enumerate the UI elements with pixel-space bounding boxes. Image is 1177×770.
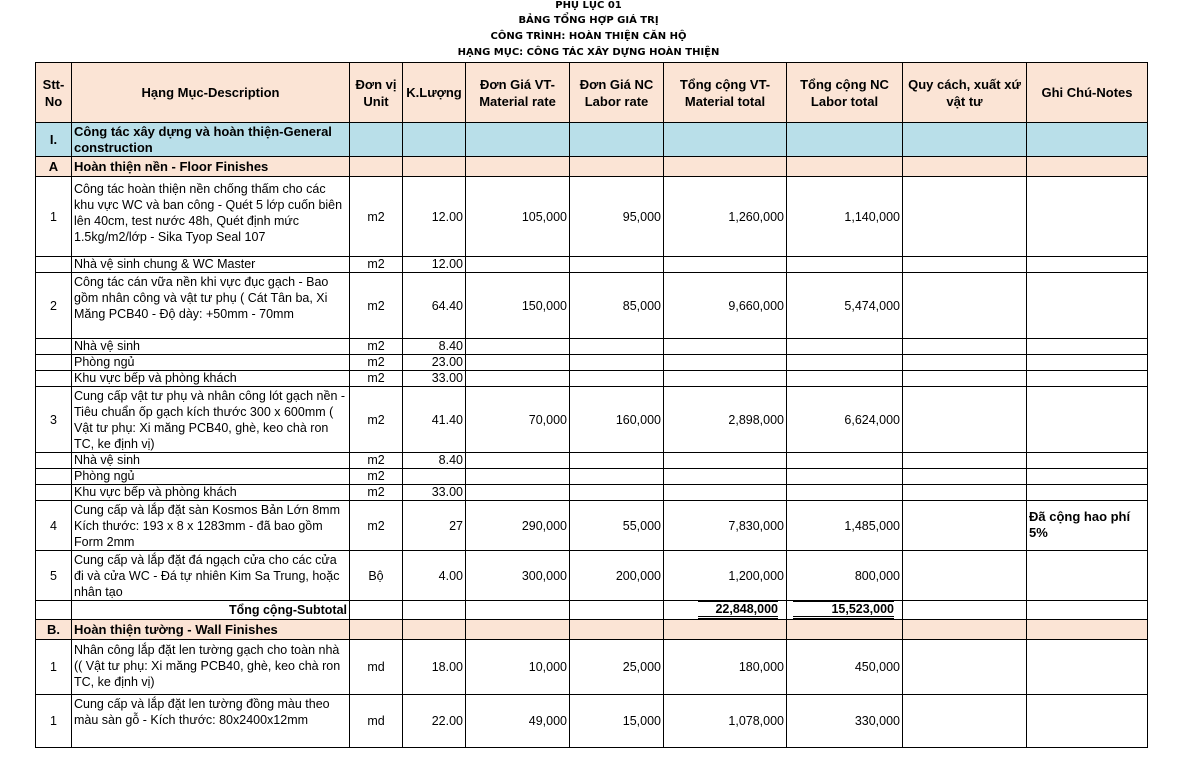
row-description: Nhà vệ sinh chung & WC Master: [72, 257, 350, 273]
row-unit: m2: [350, 485, 403, 501]
row-number: 3: [36, 387, 72, 453]
row-note: Đã cộng hao phí 5%: [1027, 501, 1148, 551]
row-unit: m2: [350, 257, 403, 273]
row-unit: m2: [350, 387, 403, 453]
row-number: 5: [36, 551, 72, 601]
cost-summary-table: [35, 62, 1148, 748]
row-description: Công tác hoàn thiện nền chống thấm cho các khu vực WC và ban công - Quét 5 lớp cuốn biên lên 40cm, test nước 48h, Quét định mức 1.5kg/m2/lớp - Sika Tyop Seal 107: [72, 177, 350, 257]
row-unit: md: [350, 695, 403, 748]
section-row-wall: [36, 620, 1148, 640]
row-description: Cung cấp vật tư phụ và nhân công lót gạch nền - Tiêu chuẩn ốp gạch kích thước 300 x 600mm ( Vật tư phụ: Xi măng PCB40, ghè, keo chà ron TC, ke định vị): [72, 387, 350, 453]
row-description: Cung cấp và lắp đặt len tường đồng màu theo màu sàn gỗ - Kích thước: 80x2400x12mm: [72, 695, 350, 748]
table-row: [36, 387, 1148, 453]
table-row: [36, 453, 1148, 469]
row-labor-rate: 55,000: [570, 501, 664, 551]
row-description: Cung cấp và lắp đặt sàn Kosmos Bản Lớn 8mm Kích thước: 193 x 8 x 1283mm - đã bao gồm Form 2mm: [72, 501, 350, 551]
row-material-total: 1,260,000: [664, 177, 787, 257]
table-row: [36, 371, 1148, 387]
table-row: [36, 273, 1148, 339]
row-number: 1: [36, 177, 72, 257]
row-quantity: 23.00: [403, 355, 466, 371]
col-header-stt: Stt-No: [36, 63, 72, 123]
row-labor-rate: 200,000: [570, 551, 664, 601]
col-header-material-total: Tổng cộng VT-Material total: [664, 63, 787, 123]
row-unit: md: [350, 640, 403, 695]
appendix-label: PHỤ LỤC 01: [555, 0, 622, 11]
row-quantity: 12.00: [403, 177, 466, 257]
row-material-total: 1,200,000: [664, 551, 787, 601]
row-material-rate: 49,000: [466, 695, 570, 748]
col-header-description: Hạng Mục-Description: [72, 63, 350, 123]
row-unit: m2: [350, 273, 403, 339]
subtotal-row: [36, 601, 1148, 620]
row-labor-rate: 85,000: [570, 273, 664, 339]
summary-title: BẢNG TỔNG HỢP GIÁ TRỊ: [518, 15, 659, 26]
row-unit: m2: [350, 453, 403, 469]
table-row: [36, 695, 1148, 748]
col-header-quantity: K.Lượng: [403, 63, 466, 123]
row-unit: Bộ: [350, 551, 403, 601]
section-title: Công tác xây dựng và hoàn thiện-General construction: [72, 123, 350, 157]
row-labor-total: 6,624,000: [787, 387, 903, 453]
table-row: [36, 501, 1148, 551]
row-description: Khu vực bếp và phòng khách: [72, 371, 350, 387]
row-quantity: 22.00: [403, 695, 466, 748]
row-description: Cung cấp và lắp đặt đá ngạch cửa cho các cửa đi và cửa WC - Đá tự nhiên Kim Sa Trung, hoặc nhân tạo: [72, 551, 350, 601]
section-row-floor: [36, 157, 1148, 177]
section-row-general: [36, 123, 1148, 157]
row-description: Nhà vệ sinh: [72, 339, 350, 355]
section-title: Hoàn thiện tường - Wall Finishes: [72, 620, 350, 640]
row-material-rate: 290,000: [466, 501, 570, 551]
col-header-material-rate: Đơn Giá VT-Material rate: [466, 63, 570, 123]
col-header-unit: Đơn vị Unit: [350, 63, 403, 123]
col-header-labor-total: Tổng cộng NC Labor total: [787, 63, 903, 123]
col-header-spec: Quy cách, xuất xứ vật tư: [903, 63, 1027, 123]
section-number: A: [36, 157, 72, 177]
row-description: Nhà vệ sinh: [72, 453, 350, 469]
row-labor-total: 330,000: [787, 695, 903, 748]
subtotal-label: Tổng cộng-Subtotal: [72, 601, 350, 620]
row-labor-rate: 25,000: [570, 640, 664, 695]
row-material-total: 180,000: [664, 640, 787, 695]
row-labor-total: 800,000: [787, 551, 903, 601]
section-number: I.: [36, 123, 72, 157]
row-quantity: 33.00: [403, 371, 466, 387]
row-labor-rate: 95,000: [570, 177, 664, 257]
project-name: CÔNG TRÌNH: HOÀN THIỆN CĂN HỘ: [490, 31, 687, 42]
row-quantity: [403, 469, 466, 485]
row-material-rate: 150,000: [466, 273, 570, 339]
row-material-total: 2,898,000: [664, 387, 787, 453]
table-header-row: [36, 63, 1148, 123]
row-labor-rate: 15,000: [570, 695, 664, 748]
subtotal-material-total: 22,848,000: [698, 601, 778, 619]
row-labor-total: 450,000: [787, 640, 903, 695]
table-row: [36, 339, 1148, 355]
row-labor-rate: 160,000: [570, 387, 664, 453]
row-quantity: 8.40: [403, 339, 466, 355]
row-description: Khu vực bếp và phòng khách: [72, 485, 350, 501]
row-quantity: 33.00: [403, 485, 466, 501]
row-unit: m2: [350, 371, 403, 387]
section-number: B.: [36, 620, 72, 640]
section-title: Hoàn thiện nền - Floor Finishes: [72, 157, 350, 177]
row-material-rate: 10,000: [466, 640, 570, 695]
row-description: Nhân công lắp đặt len tường gạch cho toàn nhà (( Vật tư phụ: Xi măng PCB40, ghè, keo chà ron TC, ke định vị): [72, 640, 350, 695]
row-material-total: 7,830,000: [664, 501, 787, 551]
row-material-total: 9,660,000: [664, 273, 787, 339]
table-row: [36, 640, 1148, 695]
row-number: 1: [36, 695, 72, 748]
row-material-rate: 300,000: [466, 551, 570, 601]
row-description: Công tác cán vữa nền khi vực đục gạch - Bao gồm nhân công và vật tư phụ ( Cát Tân ba, Xi Măng PCB40 - Độ dày: +50mm - 70mm: [72, 273, 350, 339]
col-header-labor-rate: Đơn Giá NC Labor rate: [570, 63, 664, 123]
row-material-total: 1,078,000: [664, 695, 787, 748]
row-unit: m2: [350, 355, 403, 371]
row-quantity: 64.40: [403, 273, 466, 339]
row-number: 2: [36, 273, 72, 339]
table-row: [36, 469, 1148, 485]
table-row: [36, 485, 1148, 501]
row-labor-total: 1,485,000: [787, 501, 903, 551]
row-unit: m2: [350, 339, 403, 355]
row-unit: m2: [350, 177, 403, 257]
row-quantity: 18.00: [403, 640, 466, 695]
row-labor-total: 5,474,000: [787, 273, 903, 339]
row-unit: m2: [350, 469, 403, 485]
subtotal-labor-total: 15,523,000: [793, 601, 894, 619]
row-quantity: 4.00: [403, 551, 466, 601]
row-description: Phòng ngủ: [72, 469, 350, 485]
table-row: [36, 551, 1148, 601]
table-row: [36, 355, 1148, 371]
work-item-name: HẠNG MỤC: CÔNG TÁC XÂY DỰNG HOÀN THIỆN: [457, 47, 720, 58]
row-number: 1: [36, 640, 72, 695]
row-number: 4: [36, 501, 72, 551]
table-row: [36, 257, 1148, 273]
table-row: [36, 177, 1148, 257]
col-header-notes: Ghi Chú-Notes: [1027, 63, 1148, 123]
row-quantity: 41.40: [403, 387, 466, 453]
row-quantity: 12.00: [403, 257, 466, 273]
row-quantity: 27: [403, 501, 466, 551]
row-material-rate: 105,000: [466, 177, 570, 257]
row-material-rate: 70,000: [466, 387, 570, 453]
row-unit: m2: [350, 501, 403, 551]
row-description: Phòng ngủ: [72, 355, 350, 371]
row-quantity: 8.40: [403, 453, 466, 469]
row-labor-total: 1,140,000: [787, 177, 903, 257]
